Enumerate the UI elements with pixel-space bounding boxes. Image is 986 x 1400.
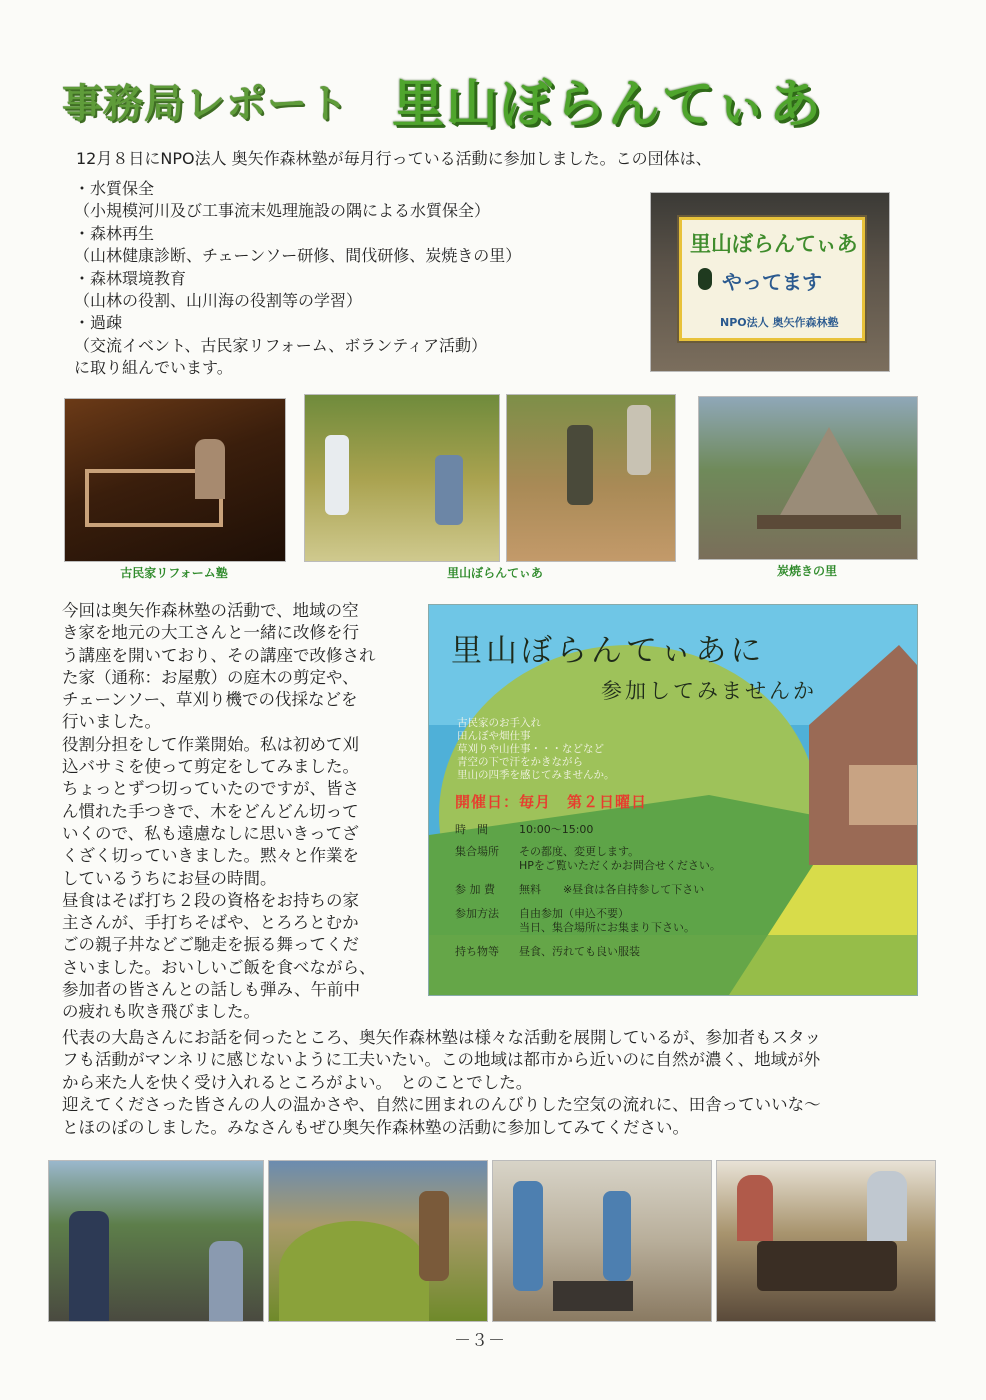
poster-row-key: 参加方法 — [455, 907, 499, 920]
poster-row-key: 参 加 費 — [455, 883, 495, 896]
sign-line2: やってます — [722, 270, 822, 294]
photo-person — [195, 439, 225, 499]
photo-person — [209, 1241, 243, 1321]
photo-person — [513, 1181, 543, 1291]
text-line: 込バサミを使って剪定をしてみました。 — [62, 757, 359, 777]
article-body-bottom — [62, 1027, 932, 1139]
poster-row-place-note — [455, 857, 721, 873]
photo-person — [69, 1211, 109, 1321]
poster-description — [457, 717, 615, 782]
poster-row-value: その都度、変更します。 — [519, 845, 640, 858]
list-item: ・森林環境教育 — [74, 268, 187, 288]
text-line: 迎えてくださった皆さんの人の温かさや、自然に囲まれのんびりした空気の流れに、田舎っていいな〜 — [62, 1095, 821, 1115]
poster-row-items — [455, 943, 640, 959]
photo-person — [419, 1191, 449, 1281]
photo-reform — [64, 398, 286, 562]
text-line: う講座を開いており、その講座で改修され — [62, 645, 376, 665]
photo-bottom-4 — [716, 1160, 936, 1322]
intro-text: 12月８日にNPO法人 奥矢作森林塾が毎月行っている活動に参加しました。この団体は、 — [76, 149, 712, 168]
text-line: 代表の大島さんにお話を伺ったところ、奥矢作森林塾は様々な活動を展開しているが、参加者もスタッ — [62, 1028, 821, 1047]
photo-hearth — [553, 1281, 633, 1311]
poster-row-method-note — [455, 919, 695, 935]
caterpillar-icon — [698, 268, 712, 290]
text-line: から来た人を快く受け入れるところがよい。 とのことでした。 — [62, 1072, 533, 1092]
poster-subtitle: 参加してみませんか — [601, 679, 817, 703]
poster-row-value: HPをご覧いただくかお問合せください。 — [519, 859, 721, 872]
photo-bottom-3 — [492, 1160, 712, 1322]
photo-person — [567, 425, 593, 505]
text-line: た家（通称：お屋敷）の庭木の剪定や、 — [62, 667, 359, 687]
poster-row-fee — [455, 881, 704, 897]
photo-bottom-1 — [48, 1160, 264, 1322]
list-item: （山林健康診断、チェーンソー研修、間伐研修、炭焼きの里） — [74, 246, 522, 266]
poster-row-value: 自由参加（申込不要） — [519, 907, 629, 920]
poster-row-key: 集合場所 — [455, 845, 499, 858]
poster-line: 田んぼや畑仕事 — [457, 730, 531, 742]
caption-reform: 古民家リフォーム塾 — [120, 566, 228, 580]
photo-hut-base — [757, 515, 901, 529]
article-body-left — [62, 600, 414, 1024]
text-line: とほのぼのしました。みなさんもぜひ奥矢作森林塾の活動に参加してみてください。 — [62, 1117, 689, 1137]
list-item: ・森林再生 — [74, 223, 155, 243]
report-title-label: 事務局レポート — [62, 81, 349, 127]
photo-bottom-2 — [268, 1160, 488, 1322]
list-item: ・過疎 — [74, 313, 123, 333]
list-item: に取り組んでいます。 — [74, 358, 233, 378]
text-line: 今回は奥矢作森林塾の活動で、地域の空 — [62, 601, 359, 620]
text-line: 行いました。 — [62, 712, 161, 732]
text-line: 役割分担をして作業開始。私は初めて刈 — [62, 734, 359, 754]
photo-person — [603, 1191, 631, 1281]
photo-volunteer-2 — [506, 394, 676, 562]
report-title — [62, 62, 922, 135]
photo-shrub — [279, 1221, 429, 1321]
photo-charcoal — [698, 396, 918, 560]
photo-table — [757, 1241, 897, 1291]
poster-row-key: 時 間 — [455, 823, 488, 836]
text-line: フも活動がマンネリに感じないように工夫いたい。この地域は都市から近いのに自然が濃く、地域が外 — [62, 1050, 821, 1070]
sign-photo — [650, 192, 890, 372]
activity-list — [74, 178, 634, 380]
text-line: ちょっとずつ切っていたのですが、皆さ — [62, 779, 359, 799]
photo-person — [627, 405, 651, 475]
text-line: 主さんが、手打ちそばや、とろろとむか — [62, 913, 359, 933]
text-line: き家を地元の大工さんと一緒に改修を行 — [62, 623, 359, 643]
poster-row-value: 10:00〜15:00 — [519, 823, 594, 836]
caption-volunteer: 里山ぼらんてぃあ — [447, 566, 543, 580]
poster-line: 草刈りや山仕事・・・などなど — [457, 743, 604, 755]
poster-date: 開催日：毎月 第２日曜日 — [455, 793, 648, 811]
text-line: しているうちにお昼の時間。 — [62, 868, 277, 888]
report-title-main: 里山ぼらんてぃあ — [392, 75, 823, 135]
poster-row-value: 無料 ※昼食は各自持参して下さい — [519, 883, 705, 896]
text-line: チェーンソー、草刈り機での伐採などを — [62, 690, 358, 710]
text-line: 参加者の皆さんとの話しも弾み、午前中 — [62, 980, 360, 1000]
list-item: （交流イベント、古民家リフォーム、ボランティア活動） — [74, 335, 487, 355]
photo-person — [867, 1171, 907, 1241]
text-line: ん慣れた手つきで、木をどんどん切って — [62, 801, 359, 821]
poster-row-key: 持ち物等 — [455, 945, 499, 958]
volunteer-poster — [428, 604, 918, 996]
photo-person — [325, 435, 349, 515]
photo-person — [737, 1175, 773, 1241]
text-line: 昼食はそば打ち２段の資格をお持ちの家 — [62, 890, 359, 910]
sign-line3: NPO法人 奥矢作森林塾 — [720, 316, 839, 329]
poster-line: 青空の下で汗をかきながら — [457, 756, 583, 768]
photo-hut — [779, 427, 879, 517]
text-line: ごの親子丼などご馳走を振る舞ってくだ — [62, 935, 359, 955]
sign-line1: 里山ぼらんてぃあ — [690, 232, 858, 256]
text-line: いくので、私も遠慮なしに思いきってざ — [62, 823, 359, 843]
poster-row-time — [455, 821, 593, 837]
list-item: ・水質保全 — [74, 179, 155, 198]
photo-person — [435, 455, 463, 525]
poster-line: 古民家のお手入れ — [457, 717, 541, 729]
page-number: －３－ — [454, 1331, 505, 1351]
poster-title: 里山ぼらんてぃあに — [451, 633, 766, 669]
sign-board — [679, 217, 865, 341]
text-line: くざく切っていきました。黙々と作業を — [62, 846, 359, 866]
text-line: の疲れも吹き飛びました。 — [62, 1002, 260, 1022]
poster-row-value: 当日、集合場所にお集まり下さい。 — [519, 921, 695, 934]
list-item: （小規模河川及び工事流末処理施設の隅による水質保全） — [74, 201, 491, 221]
list-item: （山林の役割、山川海の役割等の学習） — [74, 291, 363, 311]
poster-line: 里山の四季を感じてみませんか。 — [457, 769, 615, 781]
caption-charcoal: 炭焼きの里 — [776, 564, 837, 578]
photo-volunteer-1 — [304, 394, 500, 562]
text-line: さいました。おいしいご飯を食べながら、 — [62, 957, 376, 977]
poster-row-value: 昼食、汚れても良い服装 — [519, 945, 640, 958]
